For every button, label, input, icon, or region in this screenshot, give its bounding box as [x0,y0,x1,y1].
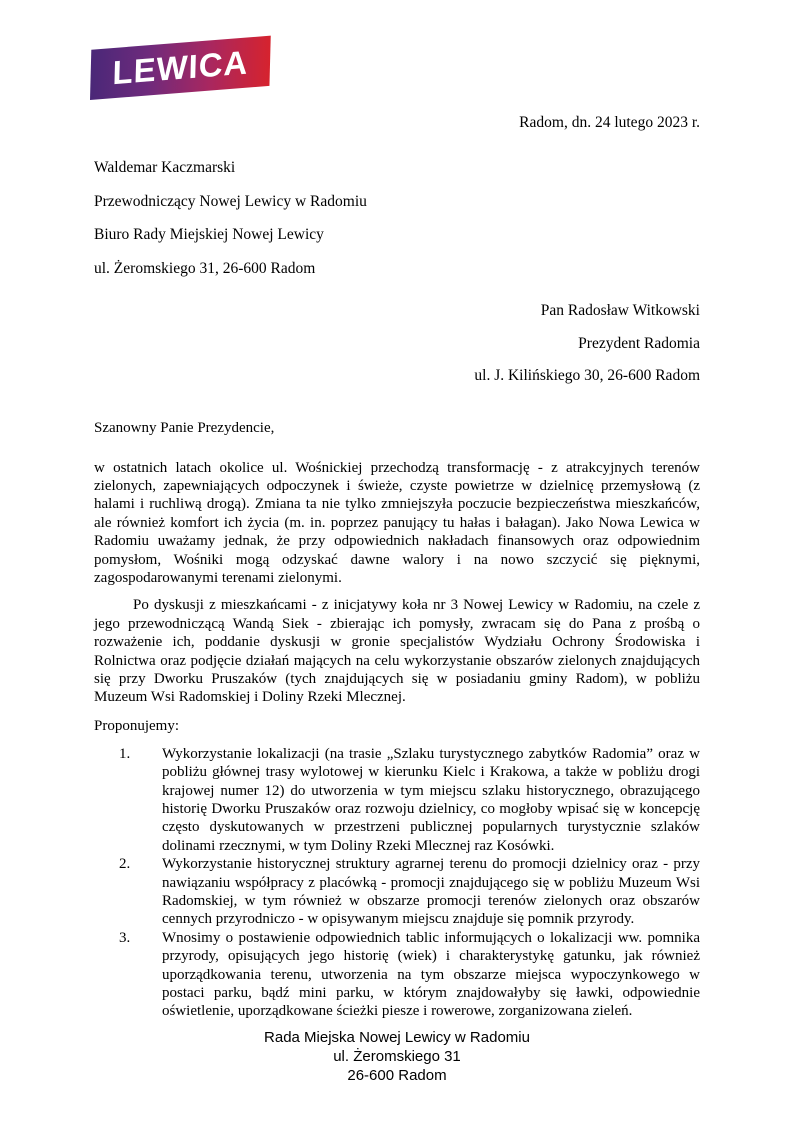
date-line: Radom, dn. 24 lutego 2023 r. [519,114,700,131]
body-paragraph-1: w ostatnich latach okolice ul. Wośnickiej przechodzą transformację - z atrakcyjnych terenów zielonych, zapewniających odpoczynek i świeże, czyste powietrze w dzielnicę przemysłową (z halami i ruchliwą drogą). Zmiana ta nie tylko zmniejszyła poczucie bezpieczeństwa mieszkańców, ale również komfort ich życia (m. in. poprzez panujący tu hałas i bałagan). Jako Nowa Lewica w Radomiu uważamy jednak, że przy odpowiednich nakładach finansowych oraz odpowiednim pomysłom, Wośniki mogą odzyskać dawne walory i na nowo szczycić się pięknymi, zagospodarowanymi terenami zielonymi. [94,459,700,586]
sender-name: Waldemar Kaczmarski [94,159,236,176]
body-paragraph-2: Po dyskusji z mieszkańcami - z inicjatywy koła nr 3 Nowej Lewicy w Radomiu, na czele z jego przewodniczącą Wandą Siek - zbierając ich pomysły, zwracam się do Pana z prośbą o rozważenie ich, poddanie dyskusji w gronie specjalistów Wydziału Ochrony Środowiska i Rolnictwa oraz podjęcie działań mających na celu wykorzystanie obszarów zielonych znajdujących się przy Dworku Pruszaków (tych znajdujących się w posiadaniu gminy Radom), w pobliżu Muzeum Wsi Radomskiej i Doliny Rzeki Mlecznej. [94,597,700,706]
footer-address-block [94,1028,700,1085]
proposals-list [94,745,700,1021]
list-item-text: Wykorzystanie lokalizacji (na trasie „Szlaku turystycznego zabytków Radomia” oraz w pobliżu głównej trasy wylotowej w kierunku Kielc i Krakowa, a także w pobliżu drogi krajowej numer 12) do utworzenia w tym miejscu szlaku historycznego, obrazującego historię Dworku Pruszaków oraz rozwoju dzielnicy, co mogłoby wpisać się w koncepcję często dyskutowanych w przestrzeni publicznej popularnych turystycznie szlaków dolinami rzecznymi, w tym Doliny Rzeki Mlecznej raz Kosówki. [162,745,700,854]
recipient-address-block [94,295,700,393]
list-item-number: 1. [119,745,131,762]
recipient-name: Pan Radosław Witkowski [540,302,700,319]
list-item [94,855,700,929]
proposals-intro: Proponujemy: [94,717,179,734]
footer-street: ul. Żeromskiego 31 [333,1047,461,1065]
sender-street-address: ul. Żeromskiego 31, 26-600 Radom [94,259,316,277]
list-item-number: 3. [119,929,131,946]
recipient-title: Prezydent Radomia [578,334,700,352]
sender-title: Przewodniczący Nowej Lewicy w Radomiu [94,192,367,210]
letter-content [94,0,700,1085]
recipient-street-address: ul. J. Kilińskiego 30, 26-600 Radom [474,367,700,384]
footer-organization: Rada Miejska Nowej Lewicy w Radomiu [264,1028,530,1046]
list-item-text: Wykorzystanie historycznej struktury agrarnej terenu do promocji dzielnicy oraz - przy nawiązaniu współpracy z placówką - promocji znajdującego się w pobliżu Muzeum Wsi Radomskiej, w tym również w obszarze promocji terenów zielonych oraz obszarów cennych przyrodniczo - w opisywanym miejscu znajduje się pomnik przyrody. [162,856,700,928]
sender-address-block [94,151,700,285]
lewica-logo-text: LEWICA [112,42,249,91]
list-item-number: 2. [119,856,131,873]
list-item [94,745,700,855]
sender-office: Biuro Rady Miejskiej Nowej Lewicy [94,226,324,243]
footer-city: 26-600 Radom [347,1066,447,1084]
list-item-text: Wnosimy o postawienie odpowiednich tablic informujących o lokalizacji ww. pomnika przyrody, opisujących jego historię (wiek) i charakterystykę gatunku, jak również uporządkowania terenu, utworzenia na tym obszarze miejsca wypoczynkowego w postaci parku, bądź mini parku, w którym znajdowałyby się ławki, odpowiednie oświetlenie, uporządkowane ścieżki piesze i rowerowe, zorganizowana zieleń. [162,929,700,1020]
salutation: Szanowny Panie Prezydencie, [94,419,275,436]
list-item [94,929,700,1021]
